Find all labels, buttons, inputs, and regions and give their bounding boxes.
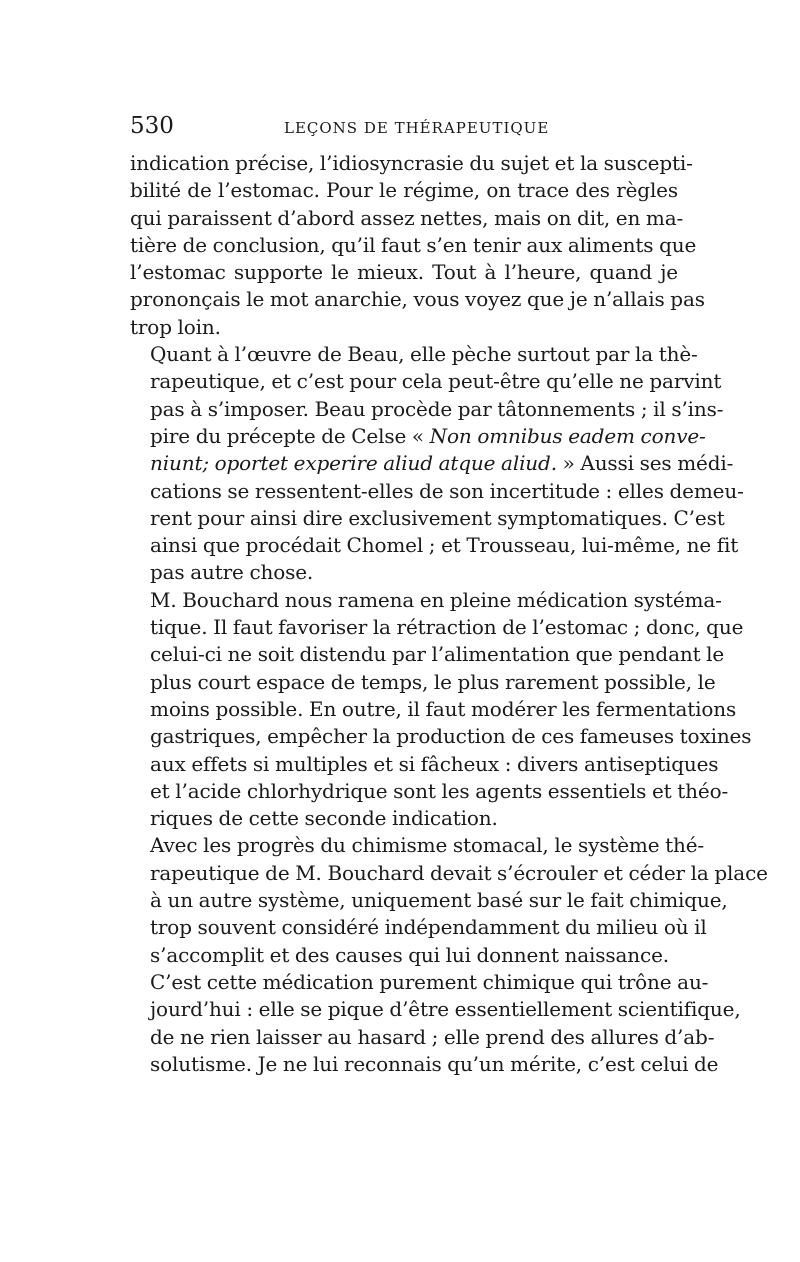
text-segment: de ne rien laisser au hasard ; elle prend des allures d’ab- [150, 1024, 715, 1049]
text-line [130, 860, 768, 887]
text-segment: plus court espace de temps, le plus rarement possible, le [150, 669, 716, 694]
text-line [130, 341, 698, 368]
text-line [130, 259, 678, 286]
text-line [130, 778, 729, 805]
text-segment: celui-ci ne soit distendu par l’alimentation que pendant le [150, 642, 725, 667]
body-text [130, 150, 768, 1078]
text-line [130, 286, 705, 313]
text-line [130, 505, 725, 532]
text-segment: cations se ressentent-elles de son incertitude : elles demeu- [150, 478, 744, 503]
text-line [130, 669, 716, 696]
paragraph [130, 832, 768, 968]
paragraph [130, 969, 741, 1078]
text-segment: gastriques, empêcher la production de ces fameuses toxines [150, 724, 752, 749]
text-line [130, 314, 678, 341]
text-segment: rent pour ainsi dire exclusivement symptomatiques. C’est [150, 505, 725, 530]
text-segment: M. Bouchard nous ramena en pleine médication systéma- [150, 587, 722, 612]
text-line [130, 805, 678, 832]
running-header [130, 112, 678, 142]
paragraph [130, 587, 752, 833]
italic-quote-text: niunt; oportet experire aliud atque aliud. [150, 451, 557, 476]
text-segment: trop loin. [130, 314, 221, 339]
running-title: LEÇONS DE THÉRAPEUTIQUE [284, 119, 550, 137]
text-segment: indication précise, l’idiosyncrasie du sujet et la suscepti- [130, 151, 693, 175]
text-segment: s’accomplit et des causes qui lui donnent naissance. [150, 942, 669, 967]
text-segment: Avec les progrès du chimisme stomacal, le système thé- [150, 833, 705, 858]
text-segment: à un autre système, uniquement basé sur le fait chimique, [150, 888, 728, 913]
text-segment: et l’acide chlorhydrique sont les agents essentiels et théo- [150, 778, 729, 803]
text-segment: ainsi que procédait Chomel ; et Trousseau, lui-même, ne fit [150, 533, 739, 558]
text-segment: pas autre chose. [150, 560, 314, 585]
text-segment: solutisme. Je ne lui reconnais qu’un mérite, c’est celui de [150, 1051, 719, 1076]
text-segment: pire du précepte de Celse « [150, 423, 430, 448]
text-segment: rapeutique de M. Bouchard devait s’écrouler et céder la place [150, 860, 768, 885]
text-line [130, 177, 678, 204]
text-line [130, 723, 752, 750]
text-line [130, 887, 728, 914]
text-line [130, 478, 744, 505]
text-line [130, 1051, 719, 1078]
text-line [130, 368, 722, 395]
text-line [130, 942, 678, 969]
text-segment: Quant à l’œuvre de Beau, elle pèche surtout par la thè- [150, 342, 698, 367]
text-segment: rapeutique, et c’est pour cela peut-être qu’elle ne parvint [150, 369, 722, 394]
text-segment: trop souvent considéré indépendamment du milieu où il [150, 915, 707, 940]
text-segment: pas à s’imposer. Beau procède par tâtonnements ; il s’ins- [150, 396, 724, 421]
text-line [130, 832, 705, 859]
text-line [130, 587, 722, 614]
text-segment: prononçais le mot anarchie, vous voyez que je n’allais pas [130, 287, 705, 312]
page-number: 530 [130, 113, 174, 139]
text-line [130, 150, 693, 177]
text-line [130, 969, 709, 996]
text-line [130, 996, 741, 1023]
book-page [130, 112, 768, 1078]
text-segment: riques de cette seconde indication. [150, 806, 498, 831]
text-segment: jourd’hui : elle se pique d’être essentiellement scientifique, [150, 997, 741, 1022]
paragraph [130, 341, 744, 587]
text-line [130, 205, 684, 232]
text-line [130, 450, 734, 477]
text-line [130, 751, 719, 778]
text-segment: aux effets si multiples et si fâcheux : divers antiseptiques [150, 751, 719, 776]
text-line [130, 559, 678, 586]
text-segment: C’est cette médication purement chimique qui trône au- [150, 969, 709, 994]
text-line [130, 641, 725, 668]
text-line [130, 914, 707, 941]
text-segment: moins possible. En outre, il faut modérer les fermentations [150, 696, 737, 721]
text-line [130, 396, 724, 423]
text-line [130, 532, 739, 559]
text-segment: tière de conclusion, qu’il faut s’en tenir aux aliments que [130, 232, 697, 257]
text-line [130, 696, 737, 723]
text-segment: l’estomac supporte le mieux. Tout à l’heure, quand je [130, 260, 678, 285]
text-segment: tique. Il faut favoriser la rétraction de l’estomac ; donc, que [150, 615, 744, 640]
text-line [130, 423, 706, 450]
text-line [130, 614, 744, 641]
text-line [130, 232, 697, 259]
text-line [130, 1024, 715, 1051]
italic-quote-text: Non omnibus eadem conve- [429, 423, 706, 448]
text-segment: bilité de l’estomac. Pour le régime, on trace des règles [130, 178, 678, 203]
text-segment: » Aussi ses médi- [556, 451, 734, 476]
paragraph [130, 150, 705, 341]
text-segment: qui paraissent d’abord assez nettes, mais on dit, en ma- [130, 205, 684, 230]
